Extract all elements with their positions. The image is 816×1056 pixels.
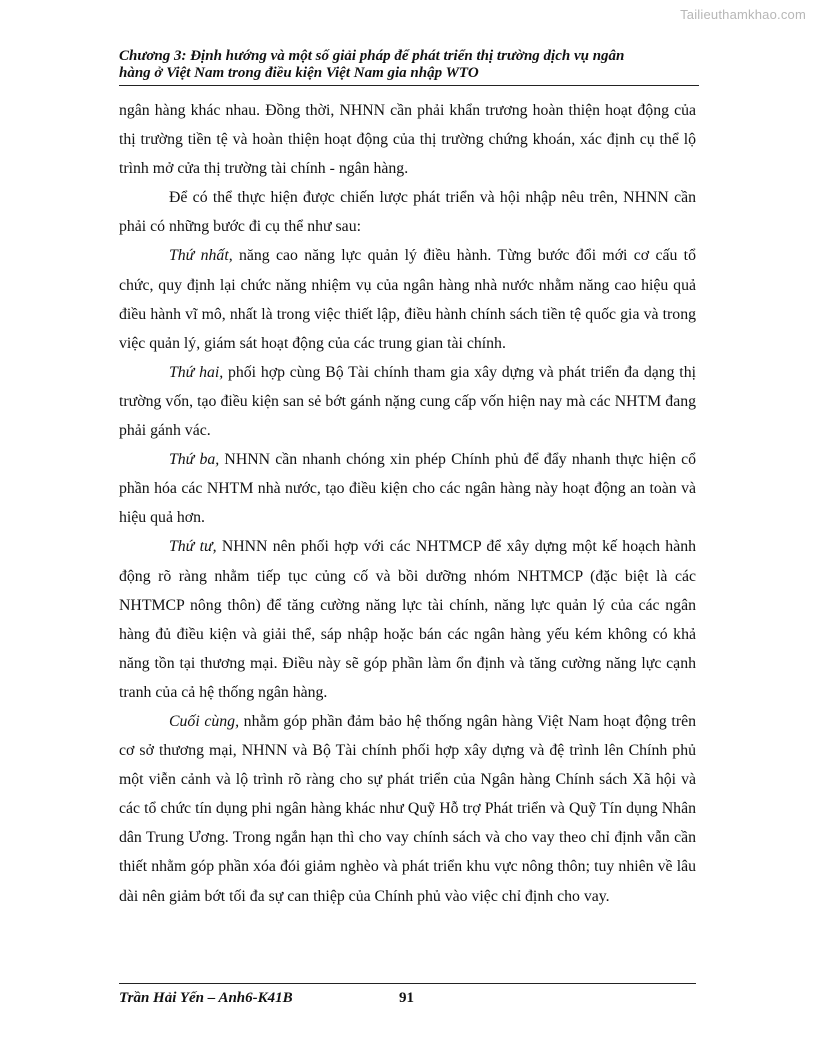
paragraph-lead: Thứ ba,	[169, 451, 220, 469]
paragraph	[119, 358, 696, 445]
paragraph-text: NHNN nên phối hợp với các NHTMCP để xây dựng một kế hoạch hành động rõ ràng nhằm tiếp tục củng cố và bồi dưỡng nhóm NHTMCP (đặc biệt là các NHTMCP nông thôn) để tăng cường năng lực tài chính, năng lực quản lý của các ngân hàng đủ điều kiện và giải thể, sáp nhập hoặc bán các ngân hàng yếu kém không có khả năng tồn tại thương mại. Điều này sẽ góp phần làm ổn định và tăng cường năng lực cạnh tranh của cả hệ thống ngân hàng.	[119, 538, 696, 701]
paragraph-lead: Thứ tư,	[169, 538, 217, 556]
paragraph-lead: Thứ nhất,	[169, 247, 233, 265]
paragraph-lead: Thứ hai,	[169, 363, 224, 381]
paragraph-text: NHNN cần nhanh chóng xin phép Chính phủ để đẩy nhanh thực hiện cổ phần hóa các NHTM nhà nước, tạo điều kiện cho các ngân hàng này hoạt động an toàn và hiệu quả hơn.	[119, 451, 696, 527]
page-number: 91	[399, 990, 414, 1006]
paragraph-text: phối hợp cùng Bộ Tài chính tham gia xây dựng và phát triển đa dạng thị trường vốn, tạo điều kiện san sẻ bớt gánh nặng cung cấp vốn hiện nay mà các NHTM đang phải gánh vác.	[119, 363, 696, 440]
paragraph	[119, 241, 696, 357]
paragraph-text: nhằm góp phần đảm bảo hệ thống ngân hàng Việt Nam hoạt động trên cơ sở thương mại, NHNN và Bộ Tài chính phối hợp xây dựng và đệ trình lên Chính phủ một viễn cảnh và lộ trình rõ ràng cho sự phát triển của Ngân hàng Chính sách Xã hội và các tổ chức tín dụng phi ngân hàng khác như Quỹ Hỗ trợ Phát triển và Quỹ Tín dụng Nhân dân Trung Ương. Trong ngắn hạn thì cho vay chính sách và cho vay theo chỉ định vẫn cần thiết nhằm góp phần xóa đói giảm nghèo và phát triển khu vực nông thôn; tuy nhiên về lâu dài nên giảm bớt tối đa sự can thiệp của Chính phủ vào việc chỉ định cho vay.	[119, 712, 696, 905]
page-footer	[119, 983, 696, 1007]
footer-author: Trần Hải Yến – Anh6-K41B	[119, 990, 293, 1006]
paragraph-text: Để có thể thực hiện được chiến lược phát triển và hội nhập nêu trên, NHNN cần phải có những bước đi cụ thể như sau:	[119, 189, 696, 236]
body-text	[119, 96, 696, 911]
header-line-1: Chương 3: Định hướng và một số giải pháp để phát triển thị trường dịch vụ ngân	[119, 48, 625, 64]
paragraph-text: ngân hàng khác nhau. Đồng thời, NHNN cần phải khẩn trương hoàn thiện hoạt động của thị trường tiền tệ và hoàn thiện hoạt động của thị trường chứng khoán, xác định cụ thể lộ trình mở cửa thị trường tài chính - ngân hàng.	[119, 102, 696, 178]
paragraph	[119, 707, 696, 911]
page-header	[119, 48, 699, 86]
paragraph	[119, 96, 696, 183]
paragraph-text: năng cao năng lực quản lý điều hành. Từng bước đổi mới cơ cấu tổ chức, quy định lại chức năng nhiệm vụ của ngân hàng nhà nước nhằm năng cao hiệu quả điều hành vĩ mô, nhất là trong việc thiết lập, điều hành chính sách tiền tệ quốc gia và trong việc quản lý, giám sát hoạt động của các trung gian tài chính.	[119, 247, 696, 352]
paragraph	[119, 445, 696, 532]
watermark: Tailieuthamkhao.com	[680, 7, 806, 22]
paragraph-lead: Cuối cùng,	[169, 712, 240, 730]
paragraph	[119, 183, 696, 241]
header-line-2: hàng ở Việt Nam trong điều kiện Việt Nam gia nhập WTO	[119, 65, 479, 81]
paragraph	[119, 532, 696, 707]
